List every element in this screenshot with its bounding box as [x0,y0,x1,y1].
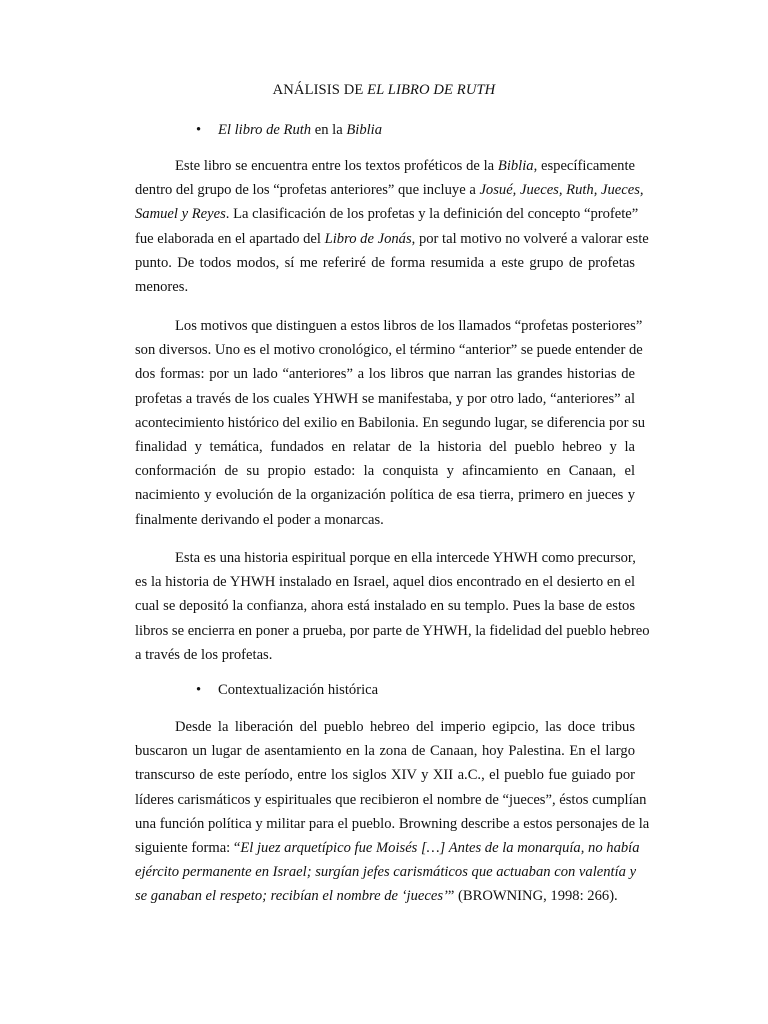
text-segment: finalmente derivando el poder a monarcas. [135,511,384,528]
paragraph-4 [135,715,650,909]
text-line [135,546,635,570]
italic-text: Josué, Jueces, Ruth, Jueces, [479,182,644,199]
text-segment: líderes carismáticos y espirituales que recibieron el nombre de “jueces”, éstos cumplían [135,791,647,808]
text-segment: son diversos. Uno es el motivo cronológico, el término “anterior” se puede entender de [135,342,643,359]
text-line [135,715,635,739]
text-segment: Este libro se encuentra entre los textos proféticos de la [175,158,498,174]
text-line [135,202,639,226]
text-segment: fue elaborada en el apartado del [135,230,325,247]
text-segment: cual se depositó la confianza, ahora está instalado en su templo. Pues la base de estos [135,598,635,615]
bullet-icon: • [196,122,202,138]
text-segment: nacimiento y evolución de la organización política de esa tierra, primero en jueces y [135,487,635,504]
text-segment: profetas a través de los cuales YHWH se manifestaba, y por otro lado, “anteriores” al [135,390,635,407]
italic-text: Samuel y Reyes [135,206,226,223]
text-line [135,459,635,483]
text-segment: ” (BROWNING, 1998: 266). [447,888,618,905]
paragraph-3 [135,546,650,667]
text-line [135,362,635,386]
document-title [0,82,768,99]
bullet-icon: • [196,682,202,698]
text-segment: acontecimiento histórico del exilio en Babilonia. En segundo lugar, se diferencia por su [135,414,646,431]
text-segment: a través de los profetas. [135,646,273,663]
text-segment: buscaron un lugar de asentamiento en la zona de Canaan, hoy Palestina. En el largo [135,743,635,760]
text-line [135,227,649,251]
text-line [135,763,635,787]
text-segment: punto. De todos modos, sí me referiré de forma resumida a este grupo de profetas [135,254,635,271]
bullet1-italic-a: El libro de Ruth [218,122,312,138]
text-segment: transcurso de este período, entre los siglos XIV y XII a.C., el pueblo fue guiado por [135,767,635,784]
italic-text: ejército permanente en Israel; surgían jefes carismáticos que actuaban con valentía y [135,864,637,881]
text-segment: libros se encierra en poner a prueba, por parte de YHWH, la fidelidad del pueblo hebreo [135,622,650,639]
text-line [135,570,635,594]
text-line [135,643,635,667]
text-line [135,739,635,763]
text-line [135,860,635,884]
paragraph-2 [135,314,646,532]
text-segment: menores. [135,279,189,296]
bullet1-plain: en la [311,122,347,138]
text-line [135,884,635,908]
text-segment: finalidad y temática, fundados en relatar de la historia del pueblo hebreo y la [135,439,635,456]
text-line [135,314,643,338]
text-line [135,178,644,202]
text-line [135,338,643,362]
bullet-heading-1-text [218,122,382,139]
text-segment: . La clasificación de los profetas y la definición del concepto “profete” [225,206,639,223]
text-line [135,483,635,507]
text-line [135,387,635,411]
text-line [135,836,640,860]
text-segment: Desde la liberación del pueblo hebreo del imperio egipcio, las doce tribus [175,719,635,735]
text-segment: dos formas: por un lado “anteriores” a los libros que narran las grandes historias de [135,366,635,383]
italic-text: Biblia [497,158,534,174]
text-line [135,508,635,532]
text-line [135,788,647,812]
title-italic: EL LIBRO DE RUTH [367,82,496,98]
bullet-heading-2-text: Contextualización histórica [218,682,379,698]
text-line [135,154,635,178]
text-segment: conformación de su propio estado: la conquista y afincamiento en Canaan, el [135,463,635,480]
text-segment: es la historia de YHWH instalado en Israel, aquel dios encontrado en el desierto en el [135,574,635,591]
text-line [135,812,650,836]
text-line [135,411,646,435]
text-segment: siguiente forma: “ [135,840,241,857]
text-line [135,619,650,643]
text-segment: dentro del grupo de los “profetas anteriores” que incluye a [135,182,480,199]
text-segment: , específicamente [533,158,635,174]
text-segment: , por tal motivo no volveré a valorar este [411,230,649,247]
text-line [135,275,635,299]
title-prefix: ANÁLISIS DE [272,82,368,98]
bullet1-italic-b: Biblia [346,122,383,138]
italic-text: El juez arquetípico fue Moisés […] Antes de la monarquía, no había [240,840,640,857]
text-segment: Esta es una historia espiritual porque en ella intercede YHWH como precursor, [175,550,636,566]
text-line [135,435,635,459]
text-line [135,251,635,275]
italic-text: se ganaban el respeto; recibían el nombre de ‘jueces’ [135,888,448,905]
paragraph-1 [135,154,649,299]
text-line [135,594,635,618]
text-segment: una función política y militar para el pueblo. Browning describe a estos personajes de la [135,815,650,832]
italic-text: Libro de Jonás [324,230,412,247]
text-segment: Los motivos que distinguen a estos libros de los llamados “profetas posteriores” [175,318,643,334]
